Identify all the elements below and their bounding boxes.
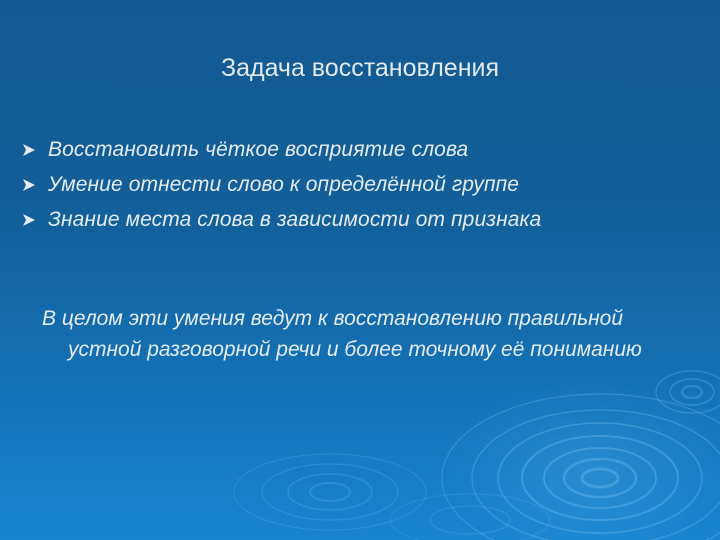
bullet-item [22, 132, 541, 167]
arrowhead-bullet-icon [22, 143, 36, 157]
bullet-item [22, 202, 541, 237]
bullet-item [22, 167, 541, 202]
bullet-text: Умение отнести слово к определённой группе [48, 172, 520, 196]
slide-title: Задача восстановления [220, 54, 499, 82]
arrowhead-bullet-icon [22, 178, 36, 192]
bullet-text: Знание места слова в зависимости от признака [48, 207, 542, 231]
arrowhead-bullet-icon [22, 213, 36, 227]
bullet-text: Восстановить чёткое восприятие слова [48, 137, 469, 161]
bullet-list [22, 132, 541, 237]
summary-paragraph: В целом эти умения ведут к восстановлению правильной устной разговорной речи и более точному её пониманию [42, 307, 642, 361]
